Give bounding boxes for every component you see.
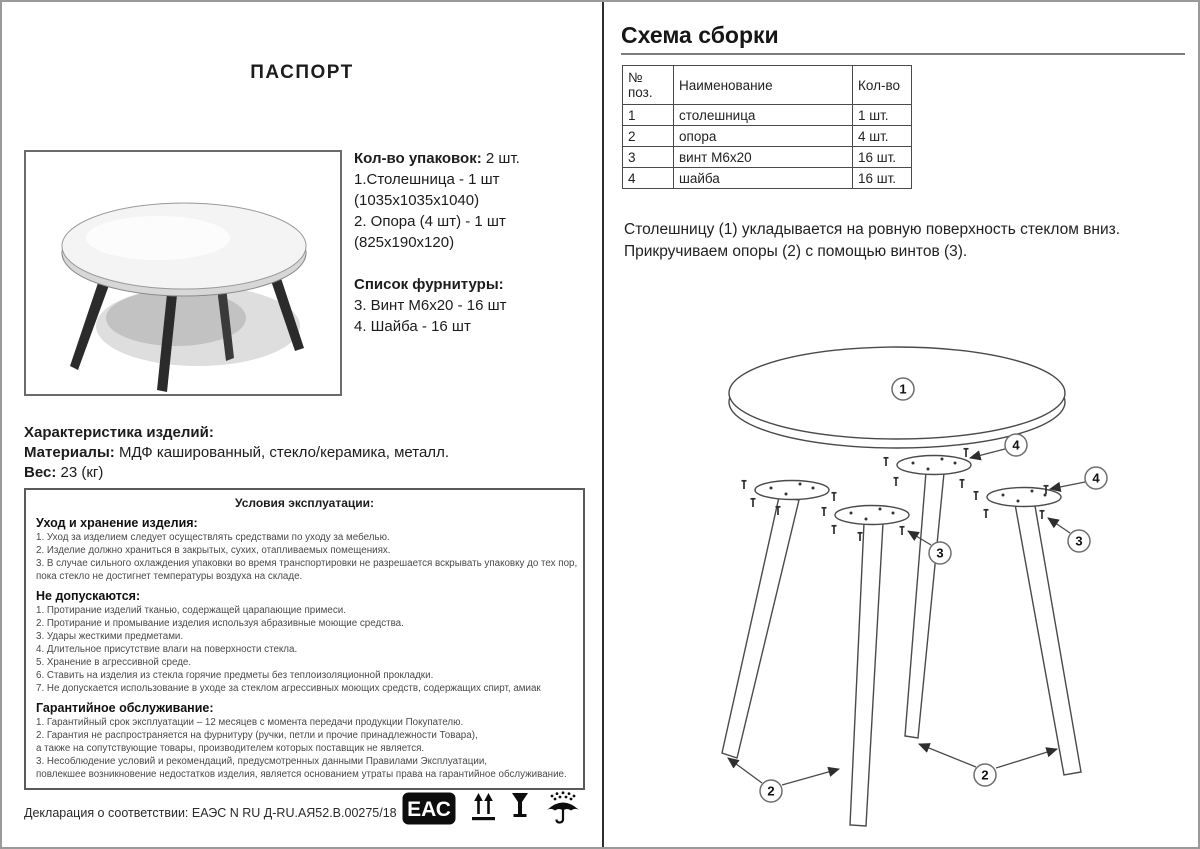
condition-line: 5. Хранение в агрессивной среде.	[36, 657, 192, 668]
parts-table	[622, 65, 912, 189]
declaration-of-conformity: Декларация о соответствии: ЕАЭС N RU Д-RU.АЯ52.В.00275/18	[24, 806, 397, 820]
weight-line	[24, 463, 449, 483]
condition-line: 4. Длительное присутствие влаги на поверхности стекла.	[36, 644, 298, 655]
cell-qty: 16 шт.	[853, 168, 912, 189]
condition-line: 1. Протирание изделий тканью, содержащей царапающие примеси.	[36, 605, 346, 616]
eac-mark-icon	[402, 792, 456, 825]
cell-name: столешница	[674, 105, 853, 126]
package-line: (1035х1035х1040)	[354, 192, 480, 209]
assembly-diagram	[612, 332, 1192, 842]
parts-table-header-row	[623, 66, 912, 105]
col-qty: Кол-во	[853, 66, 912, 105]
condition-line: 1. Уход за изделием следует осуществлять средствами по уходу за мебелью.	[36, 532, 390, 543]
callout-2	[974, 764, 996, 786]
materials-line	[24, 443, 449, 463]
hardware-lines	[354, 295, 592, 337]
package-lines	[354, 169, 592, 253]
callout-3	[929, 542, 951, 564]
col-name: Наименование	[674, 66, 853, 105]
cell-qty: 16 шт.	[853, 147, 912, 168]
assembly-title: Схема сборки	[621, 22, 779, 48]
page-title: ПАСПОРТ	[250, 62, 354, 83]
operating-conditions-box	[24, 488, 585, 790]
package-count-line	[354, 148, 592, 169]
fragile-glass-icon	[511, 792, 529, 824]
certification-icons	[402, 791, 582, 825]
product-photo-frame	[24, 150, 342, 396]
svg-text:ЕАС: ЕАС	[407, 797, 451, 821]
page-divider	[602, 2, 604, 849]
condition-line: 3. Удары жесткими предметами.	[36, 631, 184, 642]
parts-table-row	[623, 105, 912, 126]
condition-line: повлекшее возникновение недостатков изделия, является основанием утраты права на гарантийное обслуживание.	[36, 769, 567, 780]
condition-section-heading: Уход и хранение изделия:	[36, 516, 198, 530]
leg-parts	[722, 472, 1081, 826]
cell-position: 1	[623, 105, 674, 126]
cell-position: 4	[623, 168, 674, 189]
package-info	[354, 148, 592, 337]
col-position: № поз.	[623, 66, 674, 105]
parts-table-row	[623, 168, 912, 189]
condition-line: а также на сопутствующие товары, производителем которых поставщик не является.	[36, 743, 425, 754]
assembly-instructions	[624, 219, 1179, 263]
callout-3	[1068, 530, 1090, 552]
svg-text:2: 2	[981, 767, 989, 783]
condition-line: 1. Гарантийный срок эксплуатации – 12 месяцев с момента передачи продукции Покупателю.	[36, 717, 464, 728]
cell-position: 3	[623, 147, 674, 168]
package-line: (825х190х120)	[354, 234, 455, 251]
svg-text:2: 2	[767, 783, 775, 799]
condition-section-heading: Не допускаются:	[36, 589, 141, 603]
callout-4	[1005, 434, 1027, 456]
parts-table-row	[623, 147, 912, 168]
condition-line: 3. Несоблюдение условий и рекомендаций, предусмотренных данными Правилами Эксплуатации,	[36, 756, 488, 767]
package-line: 1.Столешница - 1 шт	[354, 171, 500, 188]
cell-qty: 1 шт.	[853, 105, 912, 126]
callout-1	[892, 378, 914, 400]
hardware-line: 4. Шайба - 16 шт	[354, 318, 471, 335]
materials-label: Материалы:	[24, 444, 115, 461]
parts-table-row	[623, 126, 912, 147]
svg-text:4: 4	[1092, 470, 1100, 486]
package-line: 2. Опора (4 шт) - 1 шт	[354, 213, 506, 230]
condition-section-heading: Гарантийное обслуживание:	[36, 701, 214, 715]
svg-text:3: 3	[936, 545, 944, 561]
title-underline	[621, 53, 1185, 55]
svg-text:4: 4	[1012, 437, 1020, 453]
package-count-value: 2 шт.	[485, 150, 520, 167]
callout-2	[760, 780, 782, 802]
conditions-title: Условия эксплуатации:	[235, 496, 374, 510]
condition-line: 2. Протирание и промывание изделия используя абразивные моющие средства.	[36, 618, 404, 629]
cell-name: опора	[674, 126, 853, 147]
materials-value: МДФ кашированный, стекло/керамика, металл.	[118, 444, 449, 461]
weight-value: 23 (кг)	[60, 464, 104, 481]
cell-position: 2	[623, 126, 674, 147]
svg-text:1: 1	[899, 381, 907, 397]
instruction-line: Прикручиваем опоры (2) с помощью винтов (3).	[624, 243, 968, 260]
keep-dry-icon	[545, 791, 582, 825]
condition-line: 6. Ставить на изделия из стекла горячие предметы без теплоизоляционной прокладки.	[36, 670, 434, 681]
hardware-line: 3. Винт М6х20 - 16 шт	[354, 297, 507, 314]
cell-qty: 4 шт.	[853, 126, 912, 147]
characteristics	[24, 423, 449, 483]
cell-name: винт М6х20	[674, 147, 853, 168]
cell-name: шайба	[674, 168, 853, 189]
hardware-list-title: Список фурнитуры:	[354, 276, 504, 293]
condition-line: 7. Не допускается использование в уходе за стеклом агрессивных моющих средств, содержащих спирт, амиак	[36, 683, 541, 694]
package-count-label: Кол-во упаковок:	[354, 150, 482, 167]
characteristics-title: Характеристика изделий:	[24, 424, 214, 441]
condition-line: 2. Изделие должно храниться в закрытых, сухих, отапливаемых помещениях.	[36, 545, 391, 556]
weight-label: Вес:	[24, 464, 57, 481]
condition-line: 3. В случае сильного охлаждения упаковки во время транспортировки не разрешается вскрывать упаковку до тех пор,	[36, 558, 578, 569]
instruction-line: Столешницу (1) укладывается на ровную поверхность стеклом вниз.	[624, 221, 1121, 238]
callout-4	[1085, 467, 1107, 489]
condition-line: пока стекло не достигнет температуры воздуха на складе.	[36, 571, 303, 582]
conditions-sections	[36, 516, 578, 781]
product-photo	[26, 152, 340, 394]
svg-text:3: 3	[1075, 533, 1083, 549]
parts-table-body	[623, 105, 912, 189]
this-way-up-icon	[472, 792, 495, 824]
condition-line: 2. Гарантия не распространяется на фурнитуру (ручки, петли и прочие принадлежности Товара),	[36, 730, 478, 741]
